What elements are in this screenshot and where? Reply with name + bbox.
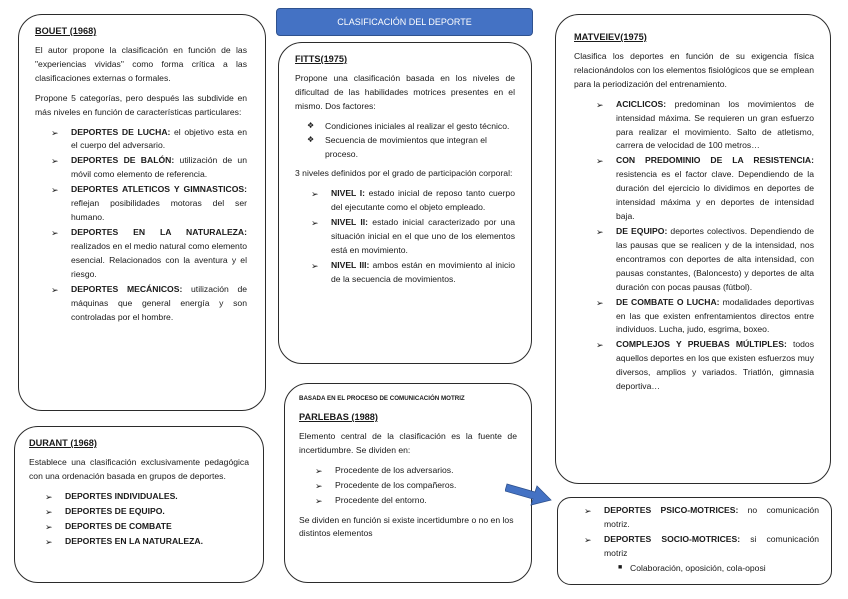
arrow-bullet-icon: ➢ bbox=[51, 185, 59, 196]
diamond-bullet-icon: ❖ bbox=[307, 120, 315, 130]
square-bullet-icon: ■ bbox=[618, 563, 623, 571]
bouet-intro2: Propone 5 categorías, pero después las subdivide en más niveles en función de características particulares: bbox=[35, 92, 247, 117]
matveiev-list bbox=[574, 98, 814, 394]
arrow-bullet-icon: ➢ bbox=[51, 284, 59, 295]
arrow-bullet-icon: ➢ bbox=[311, 189, 319, 200]
matveiev-heading: MATVEIEV(1975) bbox=[574, 32, 647, 42]
arrow-bullet-icon: ➢ bbox=[596, 340, 604, 351]
arrow-bullet-icon: ➢ bbox=[315, 465, 323, 476]
arrow-bullet-icon: ➢ bbox=[596, 226, 604, 237]
arrow-bullet-icon: ➢ bbox=[596, 99, 604, 110]
list-item: ➢ DEPORTES INDIVIDUALES. bbox=[65, 490, 249, 504]
fitts-levels bbox=[295, 187, 515, 286]
parlebas-list bbox=[299, 464, 517, 508]
list-item: ➢ Procedente del entorno. bbox=[335, 494, 517, 508]
list-item: ➢ NIVEL I: estado inicial de reposo tanto cuerpo del ejecutante como el objeto empleado. bbox=[311, 188, 515, 213]
durant-heading: DURANT (1968) bbox=[29, 438, 97, 448]
matveiev-intro: Clasifica los deportes en función de su exigencia física relacionándolos con los elementos fisiológicos que se emplean para la periodización del entrenamiento. bbox=[574, 50, 814, 89]
page-title: CLASIFICACIÓN DEL DEPORTE bbox=[337, 17, 472, 27]
list-item: ➢ DE COMBATE O LUCHA: modalidades deportivas en las que existen enfrentamientos directos entre individuos. Lucha, judo, esgrima, boxeo. bbox=[596, 296, 814, 335]
right-arrow-icon bbox=[505, 478, 553, 508]
matveiev-box bbox=[555, 14, 831, 484]
list-item: ➢ ACICLICOS: predominan los movimientos de intensidad máxima. Se requieren un gran esfuerzo para realizar el movimiento. Salto de atletismo, carrera de velocidad de 100 metros… bbox=[596, 98, 814, 151]
list-item: ➢ DEPORTES DE COMBATE bbox=[65, 520, 249, 534]
psico-socio-list bbox=[566, 504, 819, 561]
list-item: ➢ DEPORTES DE LUCHA: el objetivo esta en el cuerpo del adversario. bbox=[51, 126, 247, 151]
list-item: ➢ DEPORTES EN LA NATURALEZA: realizados en el medio natural como elemento esencial. Relacionados con la aventura y el riesgo. bbox=[51, 226, 247, 279]
fitts-intro: Propone una clasificación basada en los niveles de dificultad de las habilidades motrices presentes en el mismo. Dos factores: bbox=[295, 72, 515, 111]
durant-box bbox=[14, 426, 264, 583]
title-bar bbox=[276, 8, 533, 36]
arrow-bullet-icon: ➢ bbox=[584, 534, 592, 545]
list-item: ➢ DEPORTES DE BALÓN: utilización de un móvil como elemento de referencia. bbox=[51, 155, 247, 180]
parlebas-label: BASADA EN EL PROCESO DE COMUNICACIÓN MOTRIZ bbox=[299, 395, 465, 402]
list-item: ➢ NIVEL II: estado inicial caracterizado por una situación inicial en el que uno de los elementos está en movimiento. bbox=[311, 217, 515, 256]
list-item: ➢ DEPORTES SOCIO-MOTRICES: si comunicación motriz bbox=[584, 533, 820, 558]
arrow-bullet-icon: ➢ bbox=[315, 495, 323, 506]
bouet-intro: El autor propone la clasificación en función de las "experiencias vividas" como forma crítica a las clasificaciones externas o formales. bbox=[35, 44, 247, 83]
arrow-bullet-icon: ➢ bbox=[45, 536, 53, 547]
bouet-heading: BOUET (1968) bbox=[35, 26, 97, 36]
fitts-heading: FITTS(1975) bbox=[295, 54, 348, 64]
arrow-bullet-icon: ➢ bbox=[45, 521, 53, 532]
diamond-bullet-icon: ❖ bbox=[307, 134, 315, 144]
parlebas-intro: Elemento central de la clasificación es la fuente de incertidumbre. Se dividen en: bbox=[299, 430, 517, 455]
parlebas-heading: PARLEBAS (1988) bbox=[299, 412, 378, 423]
durant-list bbox=[29, 490, 249, 549]
fitts-box bbox=[278, 42, 532, 364]
fitts-factors bbox=[295, 120, 515, 162]
psico-sub-list bbox=[566, 562, 819, 576]
arrow-bullet-icon: ➢ bbox=[311, 218, 319, 229]
list-item: ➢ DEPORTES EN LA NATURALEZA. bbox=[65, 535, 249, 549]
list-item: ❖ Secuencia de movimientos que integran el proceso. bbox=[307, 134, 487, 159]
arrow-bullet-icon: ➢ bbox=[45, 506, 53, 517]
list-item: ➢ Procedente de los compañeros. bbox=[335, 479, 517, 493]
psico-socio-box bbox=[557, 497, 832, 585]
list-item: ➢ DE EQUIPO: deportes colectivos. Dependiendo de las pausas que se realicen y de la intensidad, nos encontramos con deportes de alta intensidad, con pausas constantes, (Baloncesto) y deportes de alta duración con pocas pausas (fútbol). bbox=[596, 225, 814, 292]
list-item: ➢ Procedente de los adversarios. bbox=[335, 464, 517, 478]
parlebas-box bbox=[284, 383, 532, 583]
parlebas-outro: Se dividen en función si existe incertidumbre o no en los distintos elementos bbox=[299, 514, 514, 539]
list-item: ➢ COMPLEJOS Y PRUEBAS MÚLTIPLES: todos aquellos deportes en los que existen esfuerzos muy diversos, amplios y variados. Triatlón, gimnasia deportiva… bbox=[596, 339, 814, 392]
arrow-bullet-icon: ➢ bbox=[596, 297, 604, 308]
list-item: ➢ DEPORTES MECÁNICOS: utilización de máquinas que general energía y son controladas por el hombre. bbox=[51, 283, 247, 322]
arrow-bullet-icon: ➢ bbox=[584, 506, 592, 516]
list-item: ➢ DEPORTES ATLETICOS Y GIMNASTICOS: reflejan posibilidades motoras del ser humano. bbox=[51, 184, 247, 223]
list-item: ➢ DEPORTES PSICO-MOTRICES: no comunicación motriz. bbox=[584, 505, 819, 529]
list-item: ➢ NIVEL III: ambos están en movimiento al inicio de la secuencia de movimientos. bbox=[311, 259, 515, 284]
list-item: ➢ DEPORTES DE EQUIPO. bbox=[65, 505, 249, 519]
list-item: ➢ CON PREDOMINIO DE LA RESISTENCIA: resistencia es el factor clave. Dependiendo de la duración del ejercicio lo dividimos en deportes de intensidad máxima y en deportes de intensidad baja. bbox=[596, 155, 814, 222]
arrow-bullet-icon: ➢ bbox=[45, 491, 53, 502]
bouet-list bbox=[35, 126, 247, 325]
arrow-bullet-icon: ➢ bbox=[596, 156, 604, 167]
list-item: ❖ Condiciones iniciales al realizar el gesto técnico. bbox=[307, 120, 510, 131]
arrow-bullet-icon: ➢ bbox=[51, 156, 59, 167]
fitts-intro2: 3 niveles definidos por el grado de participación corporal: bbox=[295, 168, 513, 179]
arrow-bullet-icon: ➢ bbox=[311, 260, 319, 271]
list-item: ■ Colaboración, oposición, cola-oposi bbox=[618, 562, 766, 573]
bouet-box bbox=[18, 14, 266, 411]
arrow-bullet-icon: ➢ bbox=[51, 127, 59, 138]
arrow-bullet-icon: ➢ bbox=[315, 480, 323, 491]
arrow-bullet-icon: ➢ bbox=[51, 227, 59, 238]
durant-intro: Establece una clasificación exclusivamente pedagógica con una ordenación basada en grupos de deportes. bbox=[29, 456, 249, 481]
